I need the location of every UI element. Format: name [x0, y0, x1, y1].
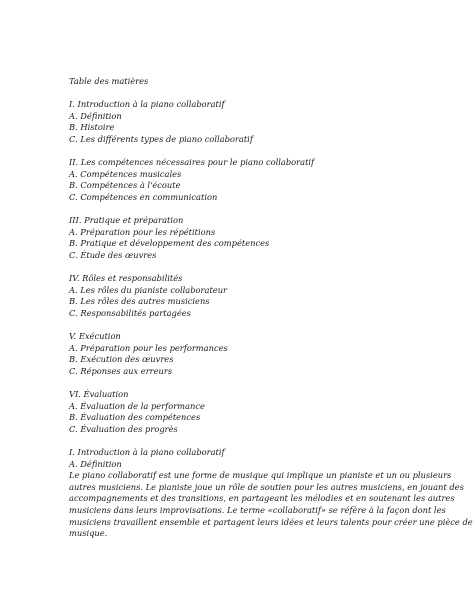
- paragraph-line: autres musiciens. Le pianiste joue un rôle de soutien pour les autres musiciens, en jouant des: [69, 481, 464, 492]
- toc-section-heading: II. Les compétences nécessaires pour le piano collaboratif: [69, 157, 315, 168]
- toc-section-heading: III. Pratique et préparation: [69, 215, 184, 226]
- toc-section-heading: V. Exécution: [69, 331, 121, 342]
- paragraph-line: accompagnements et des transitions, en partageant les mélodies et en soutenant les autres: [69, 493, 455, 504]
- spacer: [69, 435, 409, 447]
- paragraph-line: musiciens dans leurs improvisations. Le terme «collaboratif» se réfère à la façon dont les: [69, 504, 446, 515]
- paragraph-line: musique.: [69, 528, 108, 539]
- toc-item: B. Pratique et développement des compétences: [69, 238, 270, 249]
- spacer: [69, 88, 409, 100]
- toc-item: C. Étude des œuvres: [69, 249, 157, 260]
- toc-item: B. Compétences à l'écoute: [69, 180, 181, 191]
- toc-item: A. Définition: [69, 110, 122, 121]
- toc-section: [69, 157, 409, 203]
- body-heading: I. Introduction à la piano collaboratif: [69, 447, 225, 457]
- toc-item: B. Les rôles des autres musiciens: [69, 296, 210, 307]
- toc-item: A. Préparation pour les performances: [69, 342, 228, 353]
- toc-section: [69, 99, 409, 145]
- spacer: [69, 146, 409, 158]
- paragraph-line: musiciens travaillent ensemble et partagent leurs idées et leurs talents pour créer une pièce de: [69, 516, 473, 527]
- toc-section: [69, 273, 409, 319]
- toc-section: [69, 331, 409, 377]
- toc-item: A. Les rôles du pianiste collaborateur: [69, 284, 228, 295]
- spacer: [69, 204, 409, 216]
- toc-section-heading: I. Introduction à la piano collaboratif: [69, 99, 225, 110]
- toc-section-heading: VI. Évaluation: [69, 389, 129, 400]
- spacer: [69, 319, 409, 331]
- toc-item: B. Exécution des œuvres: [69, 354, 174, 365]
- toc-item: C. Réponses aux erreurs: [69, 365, 173, 376]
- body-subheading: A. Définition: [69, 458, 122, 469]
- document-content: [69, 76, 473, 540]
- toc-item: C. Évaluation des progrès: [69, 423, 178, 434]
- toc-item: A. Préparation pour les répétitions: [69, 226, 216, 237]
- toc-section: [69, 389, 409, 435]
- toc-item: C. Compétences en communication: [69, 191, 218, 202]
- body-section: [69, 447, 473, 540]
- spacer: [69, 262, 409, 274]
- toc-item: C. Les différents types de piano collaboratif: [69, 133, 253, 144]
- toc-title: Table des matières: [69, 76, 149, 86]
- toc-item: A. Compétences musicales: [69, 168, 182, 179]
- toc-item: A. Évaluation de la performance: [69, 400, 205, 411]
- toc-item: C. Responsabilités partagées: [69, 307, 191, 318]
- toc-section: [69, 215, 409, 261]
- spacer: [69, 377, 409, 389]
- toc-item: B. Évaluation des compétences: [69, 412, 201, 423]
- toc-section-heading: IV. Rôles et responsabilités: [69, 273, 183, 284]
- paragraph-line: Le piano collaboratif est une forme de musique qui implique un pianiste et un ou plusieurs: [69, 470, 452, 481]
- toc-item: B. Histoire: [69, 122, 115, 133]
